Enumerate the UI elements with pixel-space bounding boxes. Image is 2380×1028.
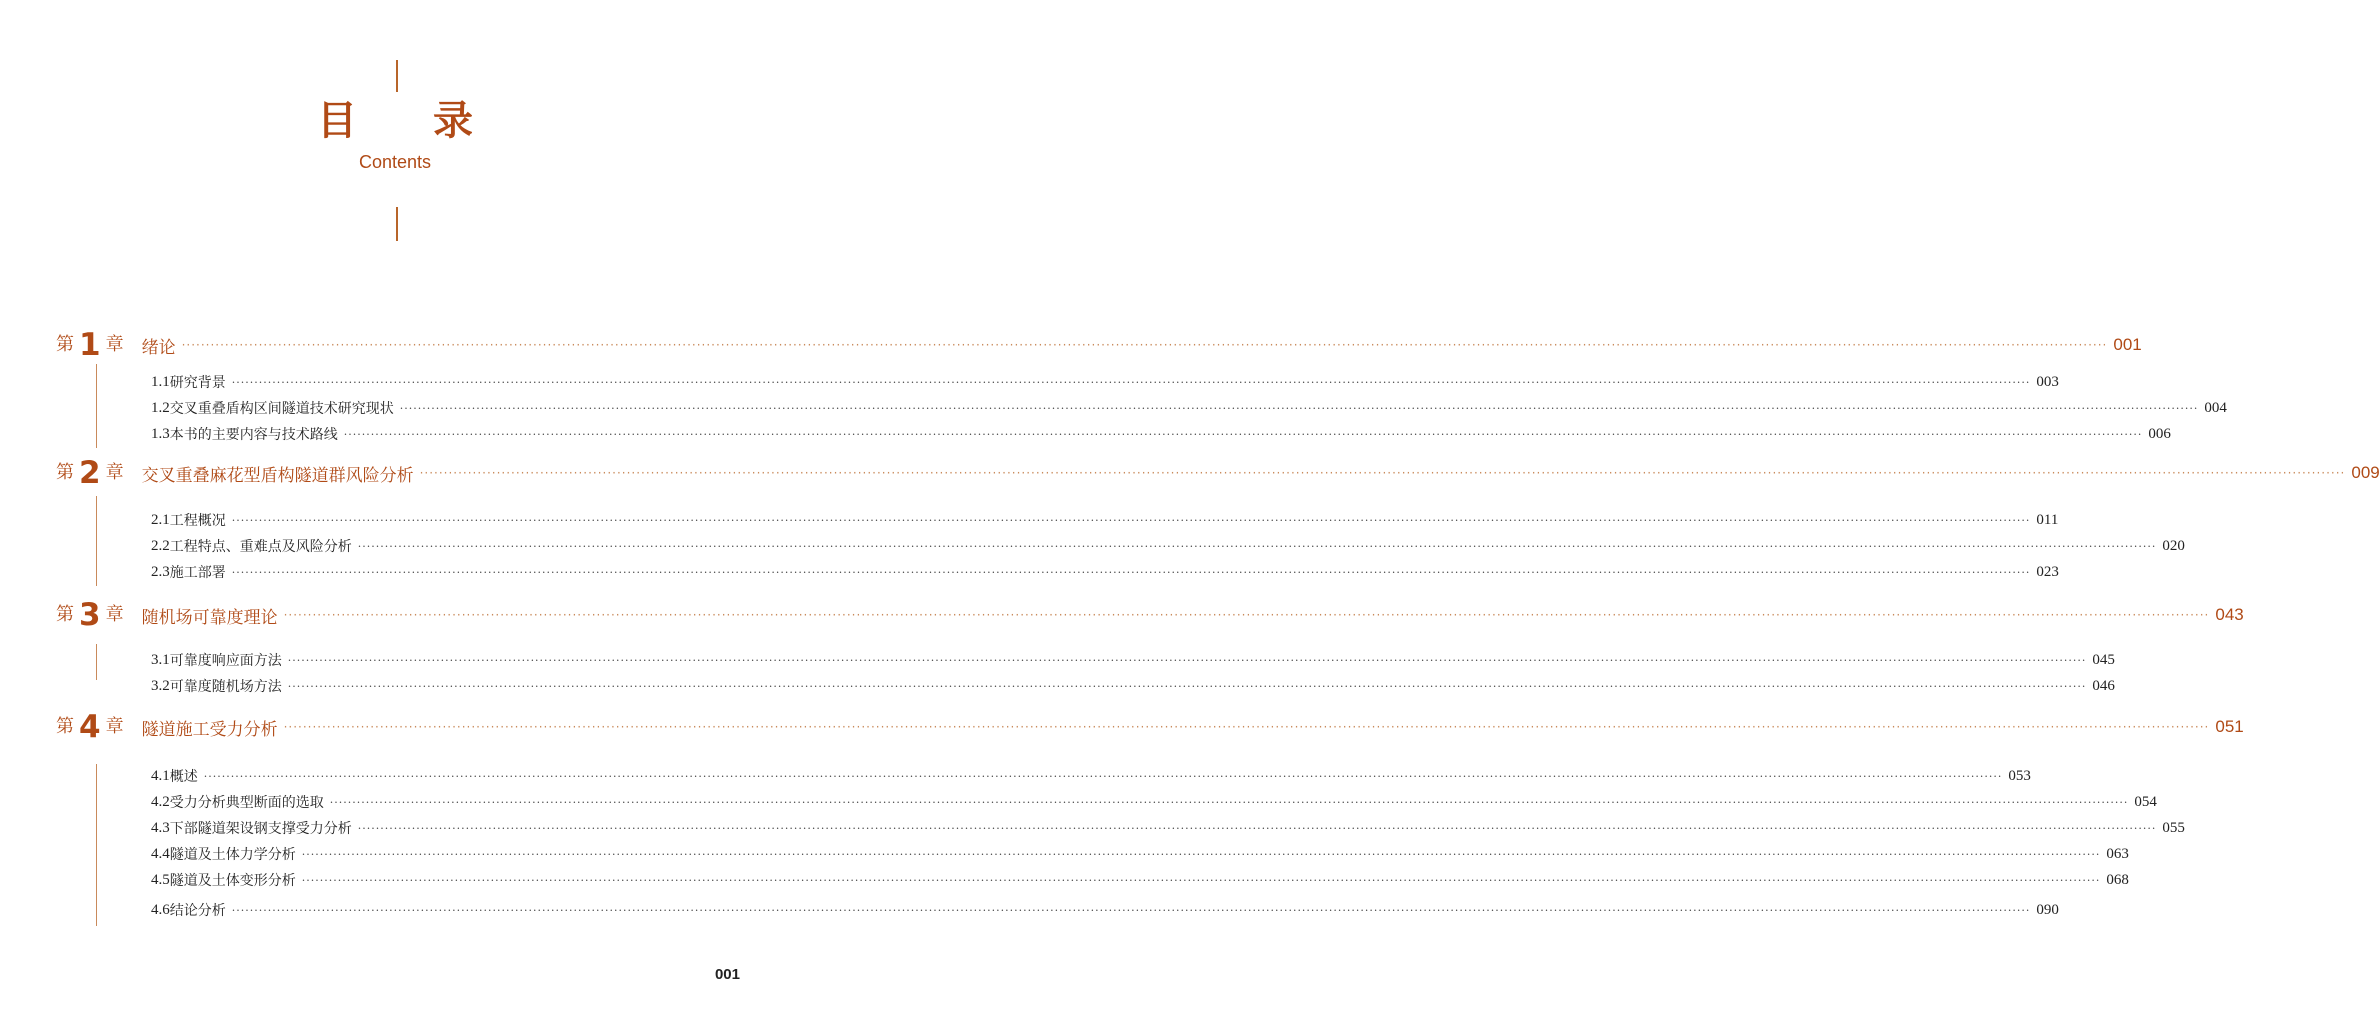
section-page: 054 xyxy=(2134,793,2157,810)
dot-leader: ················································································································································································································································································································································································································ xyxy=(231,375,2031,389)
chapter-page: 001 xyxy=(2113,335,2142,354)
chapter-title: 隧道施工受力分析 xyxy=(141,719,278,740)
section-title: 受力分析典型断面的选取 xyxy=(169,795,324,811)
chapter-prefix: 第 xyxy=(56,716,74,737)
chapter-prefix: 第 xyxy=(56,462,74,483)
section-entry[interactable] xyxy=(151,648,2115,672)
section-page: 006 xyxy=(2148,425,2171,442)
section-page: 090 xyxy=(2036,901,2059,918)
dot-leader: ················································································································································································································································································································································································································ xyxy=(301,873,2101,887)
section-entry[interactable] xyxy=(151,868,2129,892)
section-number: 4.6 xyxy=(151,901,170,918)
dot-leader: ················································································································································································································································································································································································································ xyxy=(419,466,2346,480)
dot-leader: ················································································································································································································································································································································································································ xyxy=(399,401,2199,415)
chapter-side-bar xyxy=(96,496,97,586)
chapter-prefix: 第 xyxy=(56,604,74,625)
section-number: 4.5 xyxy=(151,871,170,888)
dot-leader: ················································································································································································································································································································································································································ xyxy=(357,821,2157,835)
chapter-suffix: 章 xyxy=(105,334,124,355)
section-number: 4.4 xyxy=(151,845,170,862)
section-title: 研究背景 xyxy=(169,375,226,391)
chapter-entry[interactable] xyxy=(56,597,2244,633)
chapter-number: 4 xyxy=(79,709,101,745)
chapter-side-bar xyxy=(96,364,97,448)
section-entry[interactable] xyxy=(151,560,2059,584)
section-title: 可靠度随机场方法 xyxy=(169,679,282,695)
section-page: 004 xyxy=(2204,399,2227,416)
section-title: 结论分析 xyxy=(169,903,226,919)
section-page: 053 xyxy=(2008,767,2031,784)
dot-leader: ················································································································································································································································································································································································································ xyxy=(231,903,2031,917)
section-title: 施工部署 xyxy=(169,565,226,581)
section-number: 2.1 xyxy=(151,511,170,528)
section-page: 055 xyxy=(2162,819,2185,836)
section-number: 1.1 xyxy=(151,373,170,390)
dot-leader: ················································································································································································································································································································································································································ xyxy=(357,539,2157,553)
chapter-entry[interactable] xyxy=(56,709,2244,745)
chapter-entry[interactable] xyxy=(56,327,2142,363)
section-title: 下部隧道架设钢支撑受力分析 xyxy=(169,821,352,837)
section-number: 1.3 xyxy=(151,425,170,442)
dot-leader: ················································································································································································································································································································································································································ xyxy=(329,795,2129,809)
section-number: 4.1 xyxy=(151,767,170,784)
section-number: 2.2 xyxy=(151,537,170,554)
section-title: 隧道及土体力学分析 xyxy=(169,847,296,863)
section-page: 020 xyxy=(2162,537,2185,554)
section-entry[interactable] xyxy=(151,396,2227,420)
dot-leader: ················································································································································································································································································································································································································ xyxy=(203,769,2003,783)
chapter-number: 3 xyxy=(79,597,101,633)
dot-leader: ················································································································································································································································································································································································································ xyxy=(231,565,2031,579)
section-entry[interactable] xyxy=(151,674,2115,698)
section-number: 4.3 xyxy=(151,819,170,836)
page-number: 001 xyxy=(714,966,740,983)
section-entry[interactable] xyxy=(151,534,2185,558)
section-title: 工程特点、重难点及风险分析 xyxy=(169,539,352,555)
chapter-page: 051 xyxy=(2215,717,2244,736)
section-page: 023 xyxy=(2036,563,2059,580)
dot-leader: ················································································································································································································································································································································································································ xyxy=(287,653,2087,667)
chapter-suffix: 章 xyxy=(105,462,124,483)
header-top-rule xyxy=(396,60,398,92)
section-title: 本书的主要内容与技术路线 xyxy=(169,427,338,443)
chapter-page: 043 xyxy=(2215,605,2244,624)
chapter-number: 1 xyxy=(79,327,101,363)
section-entry[interactable] xyxy=(151,764,2031,788)
dot-leader: ················································································································································································································································································································································································································ xyxy=(283,608,2210,622)
section-number: 1.2 xyxy=(151,399,170,416)
dot-leader: ················································································································································································································································································································································································································ xyxy=(301,847,2101,861)
section-page: 011 xyxy=(2036,511,2059,528)
chapter-page: 009 xyxy=(2351,463,2380,482)
chapter-title: 绪论 xyxy=(141,337,176,358)
chapter-title: 交叉重叠麻花型盾构隧道群风险分析 xyxy=(141,465,414,486)
dot-leader: ················································································································································································································································································································································································································ xyxy=(283,720,2210,734)
section-page: 046 xyxy=(2092,677,2115,694)
page-subtitle: Contents xyxy=(358,152,432,172)
chapter-side-bar xyxy=(96,764,97,926)
section-entry[interactable] xyxy=(151,422,2171,446)
section-entry[interactable] xyxy=(151,508,2059,532)
section-page: 068 xyxy=(2106,871,2129,888)
dot-leader: ················································································································································································································································································································································································································ xyxy=(287,679,2087,693)
chapter-title: 随机场可靠度理论 xyxy=(141,607,278,628)
chapter-suffix: 章 xyxy=(105,604,124,625)
section-title: 工程概况 xyxy=(169,513,226,529)
page-title: 目录 xyxy=(317,98,549,144)
section-page: 045 xyxy=(2092,651,2115,668)
section-number: 3.2 xyxy=(151,677,170,694)
section-entry[interactable] xyxy=(151,790,2157,814)
section-title: 交叉重叠盾构区间隧道技术研究现状 xyxy=(169,401,394,417)
section-title: 概述 xyxy=(169,769,198,785)
dot-leader: ················································································································································································································································································································································································································ xyxy=(231,513,2031,527)
header-bottom-rule xyxy=(396,207,398,241)
chapter-number: 2 xyxy=(79,455,101,491)
section-title: 可靠度响应面方法 xyxy=(169,653,282,669)
chapter-suffix: 章 xyxy=(105,716,124,737)
section-entry[interactable] xyxy=(151,370,2059,394)
dot-leader: ················································································································································································································································································································································································································ xyxy=(181,338,2108,352)
section-entry[interactable] xyxy=(151,898,2059,922)
section-number: 3.1 xyxy=(151,651,170,668)
dot-leader: ················································································································································································································································································································································································································ xyxy=(343,427,2143,441)
section-entry[interactable] xyxy=(151,842,2129,866)
section-title: 隧道及土体变形分析 xyxy=(169,873,296,889)
chapter-prefix: 第 xyxy=(56,334,74,355)
section-number: 4.2 xyxy=(151,793,170,810)
chapter-entry[interactable] xyxy=(56,455,2380,491)
section-entry[interactable] xyxy=(151,816,2185,840)
section-page: 063 xyxy=(2106,845,2129,862)
section-number: 2.3 xyxy=(151,563,170,580)
section-page: 003 xyxy=(2036,373,2059,390)
chapter-side-bar xyxy=(96,644,97,680)
